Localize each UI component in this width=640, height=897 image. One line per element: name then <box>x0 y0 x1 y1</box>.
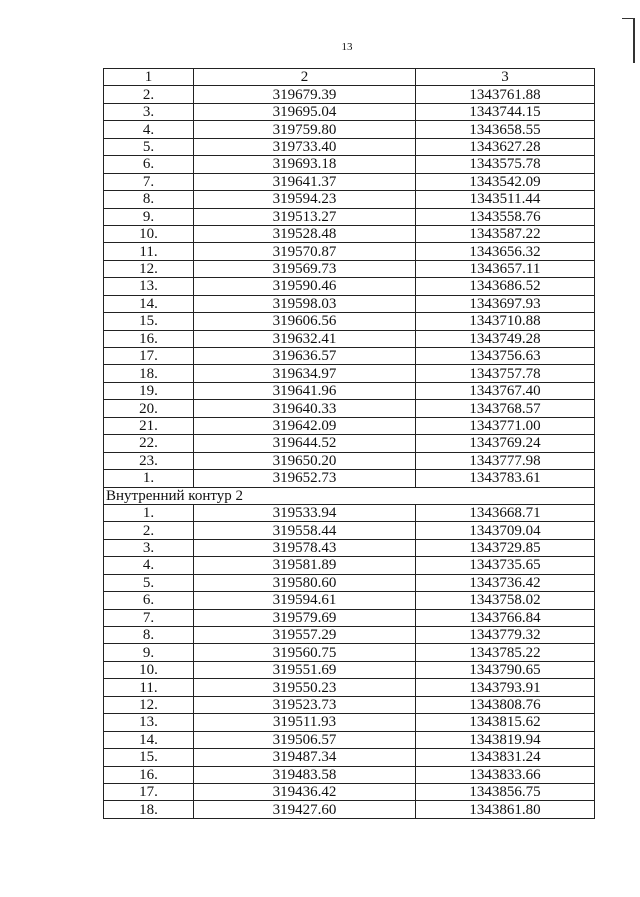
point-number-cell: 18. <box>104 365 194 382</box>
y-coordinate-cell: 1343658.55 <box>416 121 595 138</box>
point-number-cell: 16. <box>104 330 194 347</box>
y-coordinate-cell: 1343790.65 <box>416 661 595 678</box>
point-number-cell: 9. <box>104 208 194 225</box>
x-coordinate-cell: 319513.27 <box>194 208 416 225</box>
point-number-cell: 11. <box>104 243 194 260</box>
point-number-cell: 2. <box>104 522 194 539</box>
y-coordinate-cell: 1343831.24 <box>416 749 595 766</box>
x-coordinate-cell: 319578.43 <box>194 539 416 556</box>
table-row <box>104 470 595 487</box>
y-coordinate-cell: 1343771.00 <box>416 417 595 434</box>
table-row <box>104 348 595 365</box>
y-coordinate-cell: 1343808.76 <box>416 696 595 713</box>
column-header-2: 2 <box>194 69 416 86</box>
table-row <box>104 121 595 138</box>
point-number-cell: 1. <box>104 470 194 487</box>
column-header-3: 3 <box>416 69 595 86</box>
table-row <box>104 330 595 347</box>
table-row <box>104 766 595 783</box>
x-coordinate-cell: 319528.48 <box>194 225 416 242</box>
x-coordinate-cell: 319550.23 <box>194 679 416 696</box>
y-coordinate-cell: 1343769.24 <box>416 435 595 452</box>
point-number-cell: 20. <box>104 400 194 417</box>
y-coordinate-cell: 1343758.02 <box>416 592 595 609</box>
point-number-cell: 15. <box>104 313 194 330</box>
point-number-cell: 19. <box>104 382 194 399</box>
corner-bracket-mark <box>622 18 635 63</box>
x-coordinate-cell: 319580.60 <box>194 574 416 591</box>
x-coordinate-cell: 319636.57 <box>194 348 416 365</box>
x-coordinate-cell: 319569.73 <box>194 260 416 277</box>
table-row <box>104 609 595 626</box>
point-number-cell: 14. <box>104 731 194 748</box>
table-row <box>104 679 595 696</box>
table-row <box>104 313 595 330</box>
point-number-cell: 12. <box>104 696 194 713</box>
x-coordinate-cell: 319641.96 <box>194 382 416 399</box>
table-row <box>104 749 595 766</box>
table-row <box>104 156 595 173</box>
y-coordinate-cell: 1343697.93 <box>416 295 595 312</box>
x-coordinate-cell: 319693.18 <box>194 156 416 173</box>
point-number-cell: 11. <box>104 679 194 696</box>
y-coordinate-cell: 1343575.78 <box>416 156 595 173</box>
table-row <box>104 243 595 260</box>
table-row <box>104 801 595 818</box>
table-row <box>104 225 595 242</box>
y-coordinate-cell: 1343768.57 <box>416 400 595 417</box>
y-coordinate-cell: 1343856.75 <box>416 783 595 800</box>
point-number-cell: 23. <box>104 452 194 469</box>
point-number-cell: 3. <box>104 103 194 120</box>
y-coordinate-cell: 1343558.76 <box>416 208 595 225</box>
y-coordinate-cell: 1343819.94 <box>416 731 595 748</box>
point-number-cell: 4. <box>104 121 194 138</box>
section-title-row <box>104 487 595 504</box>
table-row <box>104 644 595 661</box>
table-row <box>104 574 595 591</box>
x-coordinate-cell: 319632.41 <box>194 330 416 347</box>
point-number-cell: 22. <box>104 435 194 452</box>
point-number-cell: 12. <box>104 260 194 277</box>
table-row <box>104 382 595 399</box>
y-coordinate-cell: 1343627.28 <box>416 138 595 155</box>
table-row <box>104 208 595 225</box>
table-row <box>104 278 595 295</box>
x-coordinate-cell: 319560.75 <box>194 644 416 661</box>
table-row <box>104 400 595 417</box>
point-number-cell: 16. <box>104 766 194 783</box>
table-row <box>104 260 595 277</box>
table-row <box>104 714 595 731</box>
table-row <box>104 435 595 452</box>
y-coordinate-cell: 1343736.42 <box>416 574 595 591</box>
y-coordinate-cell: 1343761.88 <box>416 86 595 103</box>
y-coordinate-cell: 1343656.32 <box>416 243 595 260</box>
table-row <box>104 627 595 644</box>
table-row <box>104 452 595 469</box>
y-coordinate-cell: 1343668.71 <box>416 504 595 521</box>
table-row <box>104 191 595 208</box>
x-coordinate-cell: 319558.44 <box>194 522 416 539</box>
table-row <box>104 103 595 120</box>
y-coordinate-cell: 1343766.84 <box>416 609 595 626</box>
x-coordinate-cell: 319733.40 <box>194 138 416 155</box>
table-row <box>104 173 595 190</box>
x-coordinate-cell: 319436.42 <box>194 783 416 800</box>
y-coordinate-cell: 1343749.28 <box>416 330 595 347</box>
x-coordinate-cell: 319570.87 <box>194 243 416 260</box>
point-number-cell: 1. <box>104 504 194 521</box>
y-coordinate-cell: 1343861.80 <box>416 801 595 818</box>
table-row <box>104 522 595 539</box>
table-row <box>104 365 595 382</box>
x-coordinate-cell: 319606.56 <box>194 313 416 330</box>
x-coordinate-cell: 319594.61 <box>194 592 416 609</box>
x-coordinate-cell: 319650.20 <box>194 452 416 469</box>
table-row <box>104 557 595 574</box>
coordinates-table <box>103 68 595 819</box>
y-coordinate-cell: 1343729.85 <box>416 539 595 556</box>
column-header-1: 1 <box>104 69 194 86</box>
x-coordinate-cell: 319487.34 <box>194 749 416 766</box>
x-coordinate-cell: 319644.52 <box>194 435 416 452</box>
y-coordinate-cell: 1343735.65 <box>416 557 595 574</box>
x-coordinate-cell: 319641.37 <box>194 173 416 190</box>
x-coordinate-cell: 319594.23 <box>194 191 416 208</box>
y-coordinate-cell: 1343793.91 <box>416 679 595 696</box>
x-coordinate-cell: 319579.69 <box>194 609 416 626</box>
x-coordinate-cell: 319634.97 <box>194 365 416 382</box>
table-row <box>104 504 595 521</box>
y-coordinate-cell: 1343777.98 <box>416 452 595 469</box>
table-row <box>104 417 595 434</box>
x-coordinate-cell: 319557.29 <box>194 627 416 644</box>
point-number-cell: 13. <box>104 714 194 731</box>
point-number-cell: 7. <box>104 609 194 626</box>
table-row <box>104 138 595 155</box>
x-coordinate-cell: 319590.46 <box>194 278 416 295</box>
point-number-cell: 3. <box>104 539 194 556</box>
x-coordinate-cell: 319759.80 <box>194 121 416 138</box>
point-number-cell: 5. <box>104 574 194 591</box>
x-coordinate-cell: 319506.57 <box>194 731 416 748</box>
y-coordinate-cell: 1343710.88 <box>416 313 595 330</box>
y-coordinate-cell: 1343511.44 <box>416 191 595 208</box>
table-header-row <box>104 69 595 86</box>
y-coordinate-cell: 1343709.04 <box>416 522 595 539</box>
point-number-cell: 6. <box>104 592 194 609</box>
x-coordinate-cell: 319652.73 <box>194 470 416 487</box>
point-number-cell: 18. <box>104 801 194 818</box>
table-row <box>104 696 595 713</box>
y-coordinate-cell: 1343779.32 <box>416 627 595 644</box>
table-row <box>104 539 595 556</box>
point-number-cell: 7. <box>104 173 194 190</box>
point-number-cell: 17. <box>104 348 194 365</box>
point-number-cell: 5. <box>104 138 194 155</box>
x-coordinate-cell: 319695.04 <box>194 103 416 120</box>
point-number-cell: 10. <box>104 225 194 242</box>
point-number-cell: 21. <box>104 417 194 434</box>
x-coordinate-cell: 319581.89 <box>194 557 416 574</box>
point-number-cell: 6. <box>104 156 194 173</box>
y-coordinate-cell: 1343783.61 <box>416 470 595 487</box>
table-row <box>104 86 595 103</box>
point-number-cell: 14. <box>104 295 194 312</box>
x-coordinate-cell: 319551.69 <box>194 661 416 678</box>
point-number-cell: 17. <box>104 783 194 800</box>
x-coordinate-cell: 319598.03 <box>194 295 416 312</box>
table-row <box>104 661 595 678</box>
y-coordinate-cell: 1343744.15 <box>416 103 595 120</box>
table-row <box>104 783 595 800</box>
table-row <box>104 731 595 748</box>
x-coordinate-cell: 319679.39 <box>194 86 416 103</box>
y-coordinate-cell: 1343657.11 <box>416 260 595 277</box>
point-number-cell: 13. <box>104 278 194 295</box>
y-coordinate-cell: 1343686.52 <box>416 278 595 295</box>
x-coordinate-cell: 319523.73 <box>194 696 416 713</box>
page-number: 13 <box>341 41 353 53</box>
x-coordinate-cell: 319511.93 <box>194 714 416 731</box>
point-number-cell: 8. <box>104 191 194 208</box>
y-coordinate-cell: 1343756.63 <box>416 348 595 365</box>
x-coordinate-cell: 319640.33 <box>194 400 416 417</box>
x-coordinate-cell: 319642.09 <box>194 417 416 434</box>
y-coordinate-cell: 1343757.78 <box>416 365 595 382</box>
point-number-cell: 4. <box>104 557 194 574</box>
y-coordinate-cell: 1343587.22 <box>416 225 595 242</box>
coordinates-table-body <box>104 69 595 819</box>
y-coordinate-cell: 1343542.09 <box>416 173 595 190</box>
point-number-cell: 15. <box>104 749 194 766</box>
x-coordinate-cell: 319483.58 <box>194 766 416 783</box>
section-title: Внутренний контур 2 <box>104 487 595 504</box>
x-coordinate-cell: 319427.60 <box>194 801 416 818</box>
point-number-cell: 2. <box>104 86 194 103</box>
y-coordinate-cell: 1343785.22 <box>416 644 595 661</box>
point-number-cell: 10. <box>104 661 194 678</box>
y-coordinate-cell: 1343815.62 <box>416 714 595 731</box>
point-number-cell: 8. <box>104 627 194 644</box>
table-row <box>104 592 595 609</box>
table-row <box>104 295 595 312</box>
x-coordinate-cell: 319533.94 <box>194 504 416 521</box>
y-coordinate-cell: 1343833.66 <box>416 766 595 783</box>
y-coordinate-cell: 1343767.40 <box>416 382 595 399</box>
point-number-cell: 9. <box>104 644 194 661</box>
